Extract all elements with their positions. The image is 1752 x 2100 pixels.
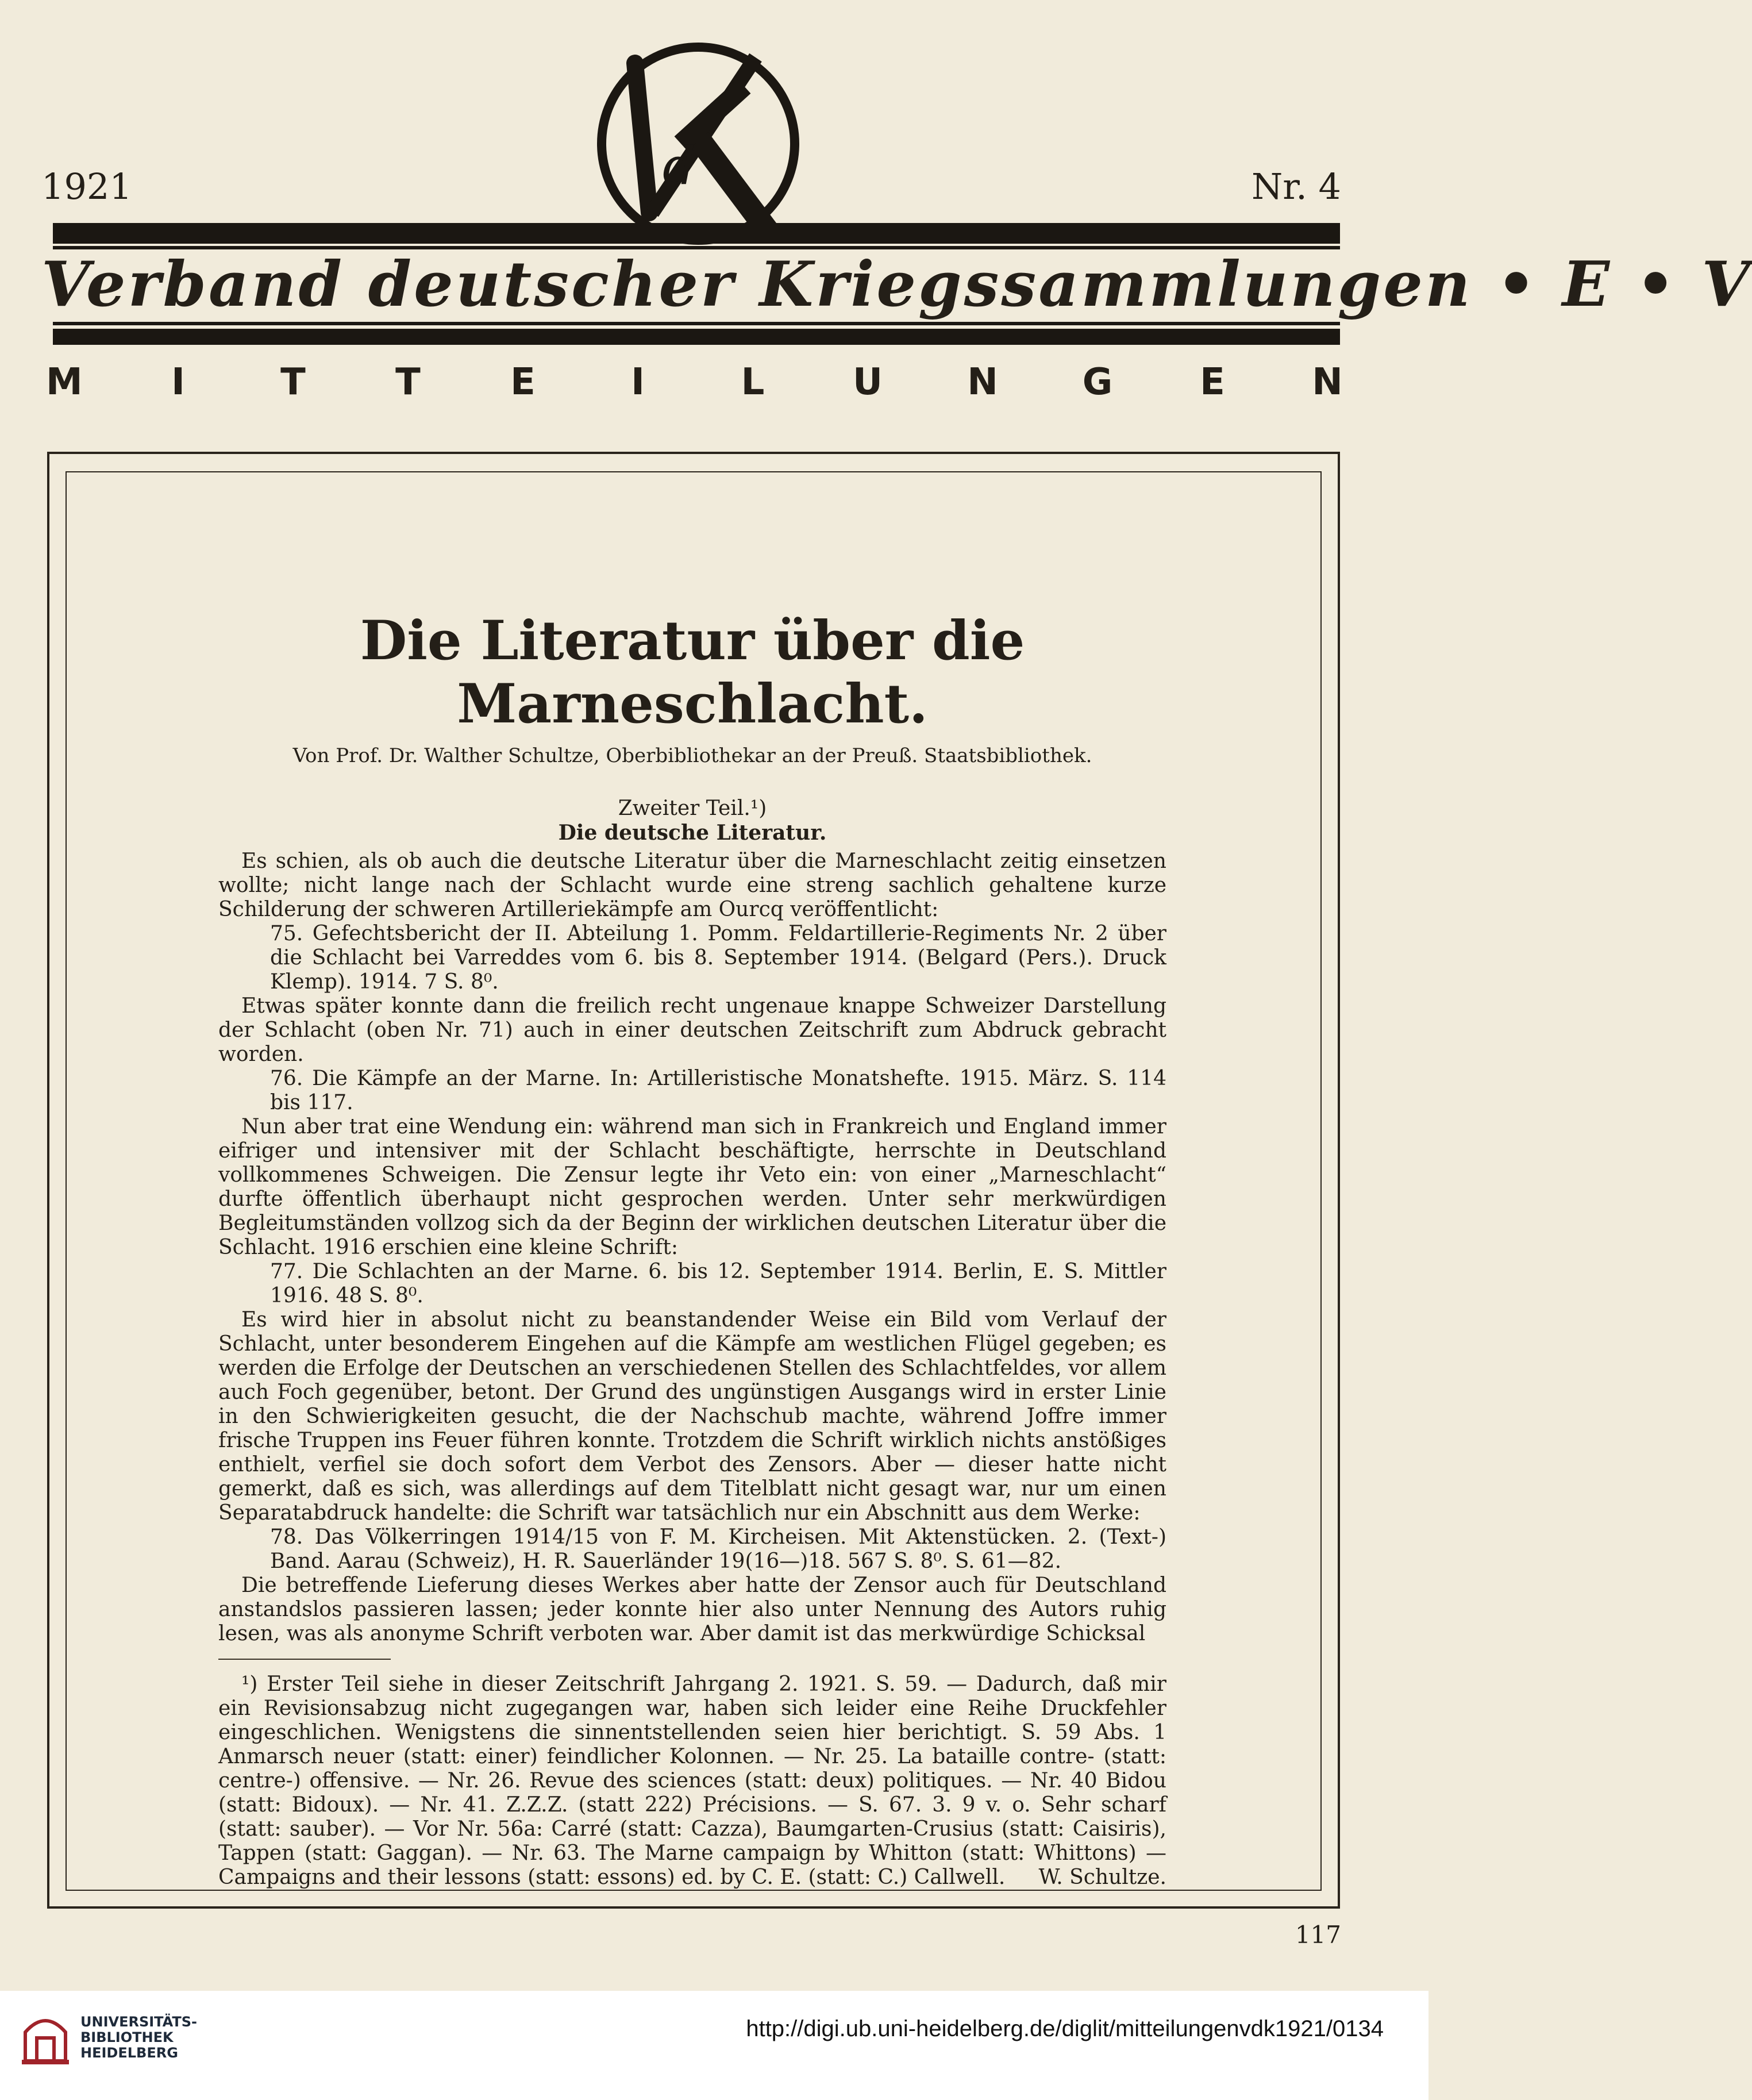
association-name: Verband deutscher Kriegssammlungen • E • V	[41, 248, 1752, 321]
series-letter: I	[171, 361, 185, 403]
source-url-link[interactable]: http://digi.ub.uni-heidelberg.de/diglit/mitteilungenvdk1921/0134	[746, 2016, 1384, 2041]
footnote-divider	[218, 1659, 391, 1660]
bibliography-entry: 75. Gefechtsbericht der II. Abteilung 1. Pomm. Feldartillerie-Regiments Nr. 2 über die Schlacht bei Varreddes vom 6. bis 8. September 1914. (Belgard (Pers.). Druck Klemp). 1914. 7 S. 8⁰.	[270, 922, 1166, 994]
issue-number: Nr. 4	[1252, 166, 1341, 207]
series-letter: E	[1200, 361, 1225, 403]
section-heading: Die deutsche Literatur.	[558, 821, 827, 845]
article-part: Zweiter Teil.¹)	[618, 797, 767, 820]
paragraph: Die betreffende Lieferung dieses Werkes aber hatte der Zensor auch für Deutschland anstandslos passieren lassen; jeder konnte hier also unter Nennung des Autors ruhig lesen, was als anonyme Schrift verboten war. Aber damit ist das merkwürdige Schicksal	[218, 1574, 1166, 1645]
series-letter: T	[280, 361, 306, 403]
article-title: Die Literatur über die Marneschlacht.	[360, 609, 1025, 736]
paragraph: Etwas später konnte dann die freilich recht ungenaue knappe Schweizer Darstellung der Schlacht (oben Nr. 71) auch in einer deutschen Zeitschrift zum Abdruck gebracht worden.	[218, 994, 1166, 1066]
year: 1921	[41, 166, 132, 207]
logo-d-letter: d	[663, 136, 696, 197]
seal-column	[37, 2038, 54, 2061]
seal-base	[22, 2060, 69, 2064]
article-byline: Von Prof. Dr. Walther Schultze, Oberbibliothekar an der Preuß. Staatsbibliothek.	[292, 744, 1092, 767]
header-rule-bottom-thin	[53, 322, 1340, 325]
series-title	[46, 361, 1345, 403]
library-name-line: HEIDELBERG	[80, 2045, 178, 2061]
article	[218, 609, 1166, 1890]
series-letter: L	[741, 361, 765, 403]
series-letter: U	[853, 361, 883, 403]
footnote-text: ¹) Erster Teil siehe in dieser Zeitschrift Jahrgang 2. 1921. S. 59. — Dadurch, daß mir ein Revisionsabzug nicht zugegangen war, haben sich leider eine Reihe Druckfehler eingeschlichen. Wenigstens die sinnentstellenden seien hier berichtigt. S. 59 Abs. 1 Anmarsch neuer (statt: einer) feindlicher Kolonnen. — Nr. 25. La bataille contre- (statt: centre-) offensive. — Nr. 26. Revue des sciences (statt: deux) politiques. — Nr. 40 Bidou (statt: Bidoux). — Nr. 41. Z.Z.Z. (statt 222) Précisions. — S. 67. 3. 9 v. o. Sehr scharf (statt: sauber). — Vor Nr. 56a: Carré (statt: Cazza), Baumgarten-Crusius (statt: Caisiris), Tappen (statt: Gaggan). — Nr. 63. The Marne campaign by Whitton (statt: Whittons) — Campaigns and their lessons (statt: essons) ed. by C. E. (statt: C.) Callwell.	[218, 1672, 1166, 1889]
logo-k-leg	[698, 138, 767, 230]
series-letter: E	[510, 361, 536, 403]
series-letter: I	[631, 361, 645, 403]
series-letter: G	[1082, 361, 1113, 403]
series-letter: T	[395, 361, 421, 403]
series-letter: M	[46, 361, 83, 403]
library-seal-icon	[20, 2009, 71, 2067]
paragraph: Es wird hier in absolut nicht zu beanstandender Weise ein Bild vom Verlauf der Schlacht, unter besonderem Eingehen auf die Kämpfe am westlichen Flügel gegeben; es werden die Erfolge der Deutschen an verschiedenen Stellen des Schlachtfeldes, vor allem auch Foch gegenüber, betont. Der Grund des ungünstigen Ausgangs wird in erster Linie in den Schwierigkeiten gesucht, die der Nachschub machte, während Joffre immer frische Truppen ins Feuer führen konnte. Trotzdem die Schrift wirklich nichts anstößiges enthielt, verfiel sie doch sofort dem Verbot des Zensors. Aber — dieser hatte nicht gemerkt, daß es sich, was allerdings auf dem Titelblatt nicht gesagt war, nur um einen Separatabdruck handelte: die Schrift war tatsächlich nur ein Abschnitt aus dem Werke:	[218, 1308, 1166, 1525]
paragraph: Nun aber trat eine Wendung ein: während man sich in Frankreich und England immer eifriger und intensiver mit der Schlacht beschäftigte, herrschte in Deutschland vollkommenes Schweigen. Die Zensur legte ihr Veto ein: von einer „Marneschlacht“ durfte öffentlich überhaupt nicht gesprochen werden. Unter sehr merkwürdigen Begleitumständen vollzog sich da der Beginn der wirklichen deutschen Literatur über die Schlacht. 1916 erschien eine kleine Schrift:	[218, 1115, 1166, 1259]
bibliography-entry: 78. Das Völkerringen 1914/15 von F. M. Kircheisen. Mit Aktenstücken. 2. (Text-) Band. Aarau (Schweiz), H. R. Sauerländer 19(16—)18. 567 S. 8⁰. S. 61—82.	[270, 1525, 1166, 1573]
paragraph: Es schien, als ob auch die deutsche Literatur über die Marneschlacht zeitig einsetzen wollte; nicht lange nach der Schlacht wurde eine streng sachlich gehaltene kurze Schilderung der schweren Artilleriekämpfe am Ourcq veröffentlicht:	[218, 849, 1166, 921]
logo-v-stroke	[635, 63, 649, 213]
footnote	[218, 1672, 1166, 1890]
library-name-line: BIBLIOTHEK	[80, 2029, 174, 2045]
bibliography-entry: 77. Die Schlachten an der Marne. 6. bis 12. September 1914. Berlin, E. S. Mittler 1916. 48 S. 8⁰.	[270, 1260, 1166, 1307]
page-number: 117	[1295, 1921, 1341, 1949]
header-rule-bottom	[53, 329, 1340, 345]
series-letter: N	[967, 361, 998, 403]
seal-arch	[25, 2021, 66, 2061]
footnote-signature: W. Schultze.	[1038, 1866, 1166, 1889]
digitization-footer	[0, 1991, 1428, 2100]
library-name-line: UNIVERSITÄTS-	[80, 2014, 198, 2030]
bibliography-entry: 76. Die Kämpfe an der Marne. In: Artilleristische Monatshefte. 1915. März. S. 114 bis 117.	[270, 1067, 1166, 1114]
series-letter: N	[1312, 361, 1343, 403]
header-rule-top	[53, 223, 1340, 244]
library-name	[80, 2014, 197, 2061]
vdk-logo	[595, 40, 802, 247]
